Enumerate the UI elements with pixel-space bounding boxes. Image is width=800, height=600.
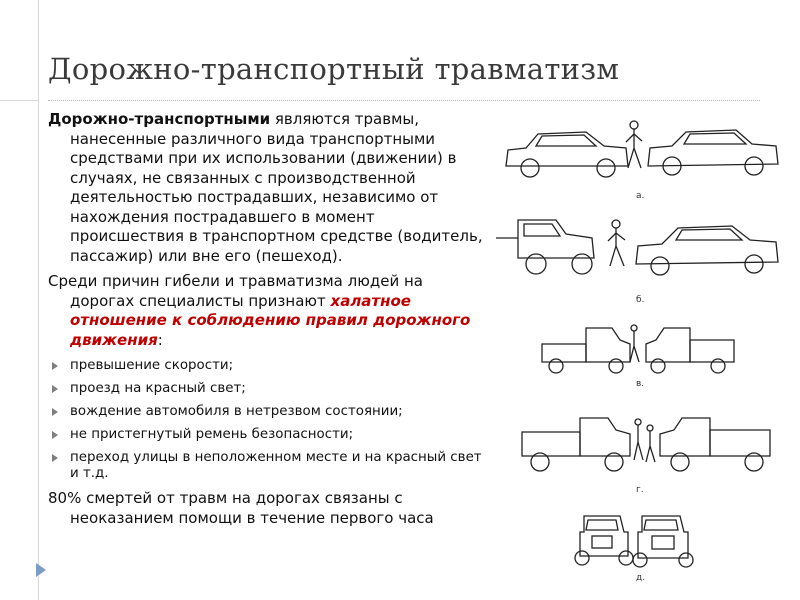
bullet-arrow-icon (52, 385, 58, 393)
corner-arrow-icon (36, 563, 46, 577)
left-frame-line-bottom (38, 100, 39, 600)
slide-title: Дорожно-транспортный травматизм (48, 52, 620, 86)
scene-d-label: г. (636, 485, 644, 495)
scene-a-label: а. (636, 191, 645, 201)
scene-e (575, 516, 693, 567)
scene-b-label: б. (636, 295, 645, 305)
list-item: вождение автомобиля в нетрезвом состоянии; (48, 404, 488, 420)
scene-c (542, 325, 734, 373)
slide-body (48, 110, 488, 534)
causes-paragraph (48, 272, 488, 350)
definition-term: Дорожно-транспортными (48, 110, 271, 128)
scene-d (522, 418, 770, 471)
scene-c-label: в. (636, 379, 645, 389)
bullet-arrow-icon (52, 454, 58, 462)
bullet-arrow-icon (52, 431, 58, 439)
list-item: проезд на красный свет; (48, 381, 488, 397)
list-item: переход улицы в неположенном месте и на красный свет и т.д. (48, 450, 488, 482)
causes-colon: : (157, 330, 163, 349)
accident-illustration (496, 108, 798, 588)
causes-emphasis: халатное отношение к соблюдению правил дорожного движения (70, 291, 471, 349)
causes-intro: Среди причин гибели и травматизма людей на дорогах специалисты признают (48, 272, 423, 310)
left-frame-line-top (38, 0, 39, 100)
list-item: не пристегнутый ремень безопасности; (48, 427, 488, 443)
bullet-arrow-icon (52, 362, 58, 370)
statistic-paragraph: 80% смертей от травм на дорогах связаны с неоказанием помощи в течение первого часа (48, 489, 434, 527)
scene-b (496, 220, 778, 275)
scene-e-label: д. (636, 573, 646, 583)
scene-a (506, 121, 778, 177)
causes-list (48, 358, 488, 482)
bullet-arrow-icon (52, 408, 58, 416)
left-frame-tick (0, 100, 38, 101)
list-item: превышение скорости; (48, 358, 488, 374)
title-divider (48, 100, 760, 101)
definition-paragraph (48, 110, 488, 266)
definition-text: являются травмы, нанесенные различного вида транспортными средствами при их использовании (движении) в случаях, не связанных с производственной деятельностью пострадавших, независимо от нахождения пострадавшего в момент происшествия в транспортном средстве (водитель, пассажир) или вне его (пешеход). (70, 110, 483, 265)
vehicle-pedestrian-drawings (496, 108, 798, 588)
